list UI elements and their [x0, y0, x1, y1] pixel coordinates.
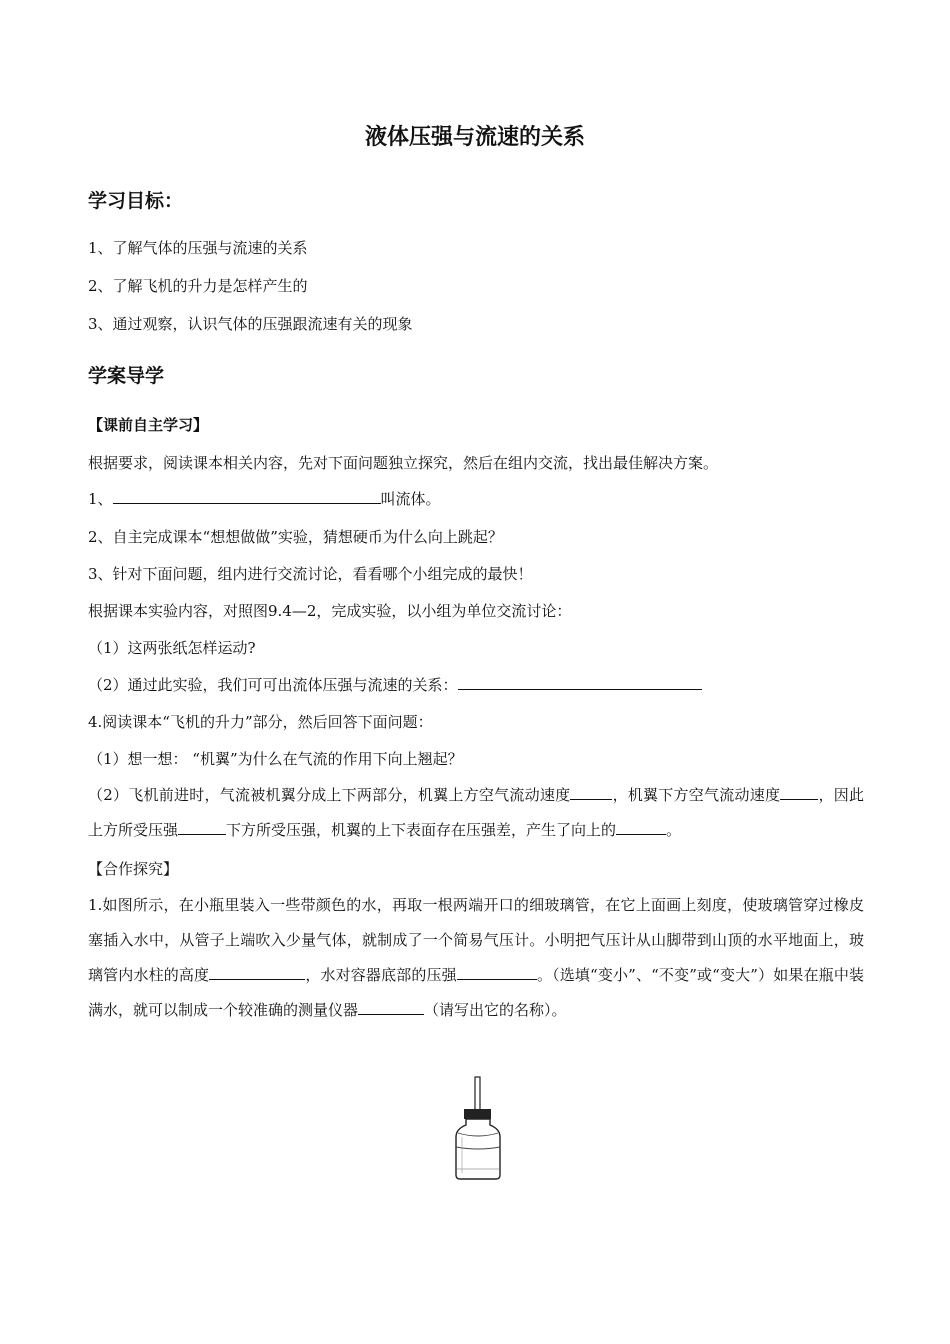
q4-sub2-part-c: ，因此上方所受压强 — [88, 786, 864, 839]
question-2: 2、自主完成课本“想想做做”实验，猜想硬币为什么向上跳起？ — [88, 528, 503, 546]
answer-blank[interactable] — [458, 675, 702, 690]
question-3-sub-2-text: （2）通过此实验，我们可可出流体压强与流速的关系： — [88, 676, 458, 694]
page-title: 液体压强与流速的关系 — [364, 125, 585, 150]
question-3-sub-2 — [88, 674, 878, 695]
question-3-intro: 根据课本实验内容，对照图9.4—2，完成实验，以小组为单位交流讨论： — [88, 602, 572, 620]
coop-part-b: ，水对容器底部的压强 — [305, 966, 457, 984]
barometer-bottle-figure — [450, 1075, 510, 1185]
self-study-label: 【课前自主学习】 — [88, 416, 209, 434]
guide-heading: 学案导学 — [88, 365, 165, 387]
cooperation-question-1 — [88, 888, 864, 1028]
question-4: 4.阅读课本“飞机的升力”部分，然后回答下面问题： — [88, 713, 433, 731]
cooperation-label: 【合作探究】 — [88, 860, 179, 878]
self-study-intro: 根据要求，阅读课本相关内容，先对下面问题独立探究，然后在组内交流，找出最佳解决方案。 — [88, 454, 719, 472]
question-4-sub-1: （1）想一想： “机翼”为什么在气流的作用下向上翘起？ — [88, 750, 463, 768]
answer-blank[interactable] — [570, 785, 612, 800]
question-1-suffix: 叫流体。 — [380, 490, 441, 508]
answer-blank[interactable] — [616, 820, 666, 835]
answer-blank[interactable] — [209, 965, 305, 980]
objectives-heading: 学习目标： — [88, 190, 184, 212]
q4-sub2-part-e: 。 — [666, 821, 682, 839]
q4-sub2-part-b: ，机翼下方空气流动速度 — [612, 786, 781, 804]
objective-item-2: 2、了解飞机的升力是怎样产生的 — [88, 277, 308, 295]
answer-blank[interactable] — [780, 785, 818, 800]
answer-blank[interactable] — [457, 965, 537, 980]
question-3: 3、针对下面问题，组内进行交流讨论，看看哪个小组完成的最快！ — [88, 565, 533, 583]
objective-item-3: 3、通过观察，认识气体的压强跟流速有关的现象 — [88, 315, 413, 333]
coop-part-d: （请写出它的名称）。 — [424, 1001, 567, 1019]
objective-item-1: 1、了解气体的压强与流速的关系 — [88, 239, 308, 257]
q4-sub2-part-d: 下方所受压强，机翼的上下表面存在压强差，产生了向上的 — [226, 821, 617, 839]
question-3-sub-1: （1）这两张纸怎样运动? — [88, 639, 256, 657]
answer-blank[interactable] — [358, 1000, 424, 1015]
answer-blank[interactable] — [178, 820, 226, 835]
rubber-stopper — [464, 1109, 491, 1119]
question-1-prefix: 1、 — [88, 490, 113, 508]
question-1 — [88, 488, 878, 509]
question-4-sub-2 — [88, 778, 864, 848]
q4-sub2-part-a: （2）飞机前进时，气流被机翼分成上下两部分，机翼上方空气流动速度 — [88, 786, 571, 804]
coop-part-c: 。（选填“变小”、“不变”或“变大”）如果在瓶中装满水，就可以制成一个较准确的测量仪器 — [88, 966, 864, 1019]
answer-blank[interactable] — [113, 489, 381, 504]
coop-part-a: 1.如图所示，在小瓶里装入一些带颜色的水，再取一根两端开口的细玻璃管，在它上面画上刻度，使玻璃管穿过橡皮塞插入水中，从管子上端吹入少量气体，就制成了一个简易气压计。小明把气压计从山脚带到山顶的水平地面上，玻璃管内水柱的高度 — [88, 896, 864, 984]
